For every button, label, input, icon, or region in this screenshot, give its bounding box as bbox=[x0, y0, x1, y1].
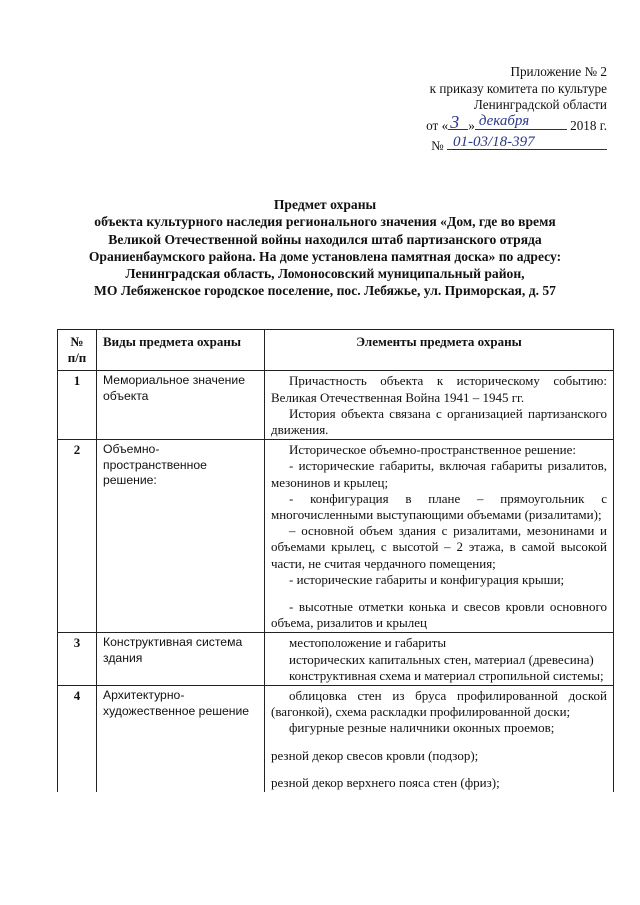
table-header-row bbox=[58, 330, 614, 371]
appendix-authority: Ленинградской области bbox=[473, 97, 607, 112]
appendix-number bbox=[347, 134, 607, 155]
title-line-5: Ленинградская область, Ломоносовский муниципальный район, bbox=[125, 266, 525, 282]
element-text: облицовка стен из бруса профилированной доской (вагонкой), схема раскладки профилированной доски; bbox=[271, 688, 607, 720]
element-text: - конфигурация в плане – прямоугольник с многочисленными выступающими объемами (ризалитами); bbox=[271, 490, 607, 523]
row-num: 3 bbox=[58, 633, 97, 686]
title-line-6: МО Лебяженское городское поселение, пос. Лебяжье, ул. Приморская, д. 57 bbox=[94, 283, 556, 299]
number-handwritten: 01-03/18-397 bbox=[453, 133, 535, 150]
date-suffix: 2018 г. bbox=[570, 117, 607, 133]
table-row bbox=[58, 440, 614, 633]
date-prefix: от « bbox=[426, 117, 449, 133]
element-text: резной декор верхнего пояса стен (фриз); bbox=[271, 774, 500, 790]
row-elements bbox=[265, 371, 614, 440]
row-num: 4 bbox=[58, 686, 97, 793]
row-num: 1 bbox=[58, 371, 97, 440]
number-field bbox=[447, 134, 607, 150]
element-text: исторических капитальных стен, материал (древесина) bbox=[289, 651, 594, 667]
row-elements bbox=[265, 686, 614, 793]
header-num: № п/п bbox=[58, 330, 97, 371]
element-text: резной декор свесов кровли (подзор); bbox=[271, 747, 479, 763]
element-text: - исторические габариты и конфигурация крыши; bbox=[289, 571, 565, 587]
element-text: – основной объем здания с ризалитами, мезонинами и объемами крылец, с высотой – 2 этажа, в самой высокой части, не считая чердачного помещения; bbox=[271, 523, 607, 571]
row-type: Мемориальное значение объекта bbox=[97, 371, 265, 440]
appendix-title: Приложение № 2 bbox=[510, 64, 607, 79]
element-text: - исторические габариты, включая габариты ризалитов, мезонинов и крылец; bbox=[271, 458, 607, 490]
table-row bbox=[58, 633, 614, 686]
element-text: Историческое объемно-пространственное решение: bbox=[289, 442, 576, 458]
element-text: Причастность объекта к историческому событию: Великая Отечественная Война 1941 – 1945 гг. bbox=[271, 373, 607, 405]
appendix-date bbox=[347, 114, 607, 135]
element-text: - высотные отметки конька и свесов кровли основного объема, ризалитов и крылец bbox=[271, 599, 607, 631]
document-title bbox=[40, 196, 610, 300]
date-mid: » bbox=[468, 117, 475, 133]
appendix-order-ref: к приказу комитета по культуре bbox=[429, 80, 607, 96]
row-elements bbox=[265, 440, 614, 633]
row-num: 2 bbox=[58, 440, 97, 633]
title-line-2: объекта культурного наследия регионального значения «Дом, где во время bbox=[94, 214, 556, 230]
element-text: фигурные резные наличники оконных проемов; bbox=[289, 720, 555, 736]
header-elements: Элементы предмета охраны bbox=[265, 330, 614, 371]
date-month-field bbox=[475, 114, 567, 130]
title-line-3: Великой Отечественной войны находился штаб партизанского отряда bbox=[108, 231, 542, 247]
date-day-handwritten: 3 bbox=[450, 112, 460, 132]
title-line-1: Предмет охраны bbox=[273, 197, 377, 212]
row-type: Конструктивная система здания bbox=[97, 633, 265, 686]
element-text: конструктивная схема и материал стропильной системы; bbox=[289, 667, 604, 683]
number-prefix: № bbox=[431, 138, 444, 153]
header-type: Виды предмета охраны bbox=[97, 330, 265, 371]
table-row bbox=[58, 371, 614, 440]
date-month-handwritten: декабря bbox=[478, 113, 530, 129]
appendix-block bbox=[347, 64, 607, 155]
row-elements bbox=[265, 633, 614, 686]
title-line-4: Ораниенбаумского района. На доме установлена памятная доска» по адресу: bbox=[88, 248, 562, 264]
element-text: местоположение и габариты bbox=[289, 635, 447, 651]
table-row bbox=[58, 686, 614, 793]
date-day-field bbox=[448, 114, 468, 130]
element-text: История объекта связана с организацией партизанского движения. bbox=[271, 405, 607, 438]
protection-table bbox=[57, 329, 614, 792]
row-type: Объемно-пространственное решение: bbox=[97, 440, 265, 633]
row-type: Архитектурно-художественное решение bbox=[97, 686, 265, 793]
